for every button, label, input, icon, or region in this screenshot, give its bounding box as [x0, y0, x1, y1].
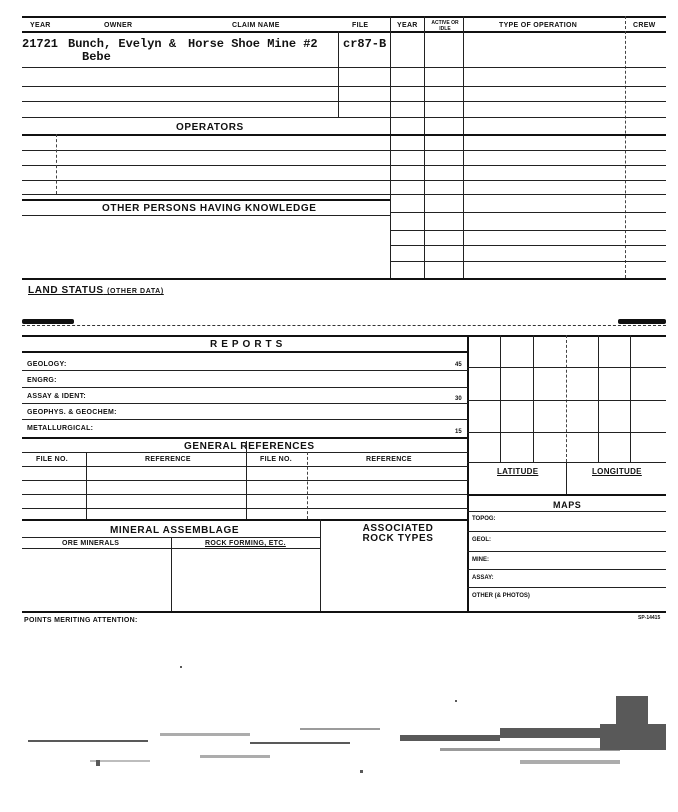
- ref-reference-1: REFERENCE: [145, 456, 191, 463]
- associated-rock-types-title: ASSOCIATED ROCK TYPES: [362, 523, 434, 544]
- header-crew: CREW: [633, 22, 656, 29]
- general-references-title: GENERAL REFERENCES: [184, 441, 315, 452]
- reports-title: REPORTS: [210, 339, 287, 350]
- land-status-sub: (OTHER DATA): [107, 288, 164, 295]
- other-persons-title: OTHER PERSONS HAVING KNOWLEDGE: [102, 203, 317, 214]
- maps-mine: MINE:: [472, 557, 489, 563]
- mineral-assemblage-title: MINERAL ASSEMBLAGE: [110, 525, 240, 536]
- file-number: cr87-B: [343, 37, 387, 51]
- report-engrg: ENGRG:: [27, 377, 57, 384]
- maps-geol: GEOL:: [472, 537, 491, 543]
- maps-title: MAPS: [553, 500, 582, 510]
- owner-name: Bunch, Evelyn &: [68, 37, 177, 51]
- owner-name-line2: Bebe: [82, 50, 111, 64]
- header-type-of-operation: TYPE OF OPERATION: [499, 22, 578, 29]
- claim-id: 21721: [22, 37, 59, 51]
- operators-title: OPERATORS: [176, 122, 244, 133]
- header-claim-name: CLAIM NAME: [232, 22, 280, 29]
- ore-minerals-header: ORE MINERALS: [62, 540, 120, 547]
- header-file: FILE: [352, 22, 369, 29]
- header-owner: OWNER: [104, 22, 133, 29]
- report-metallurgical-num: 15: [455, 429, 462, 435]
- header-year: YEAR: [30, 22, 51, 29]
- report-geology: GEOLOGY:: [27, 361, 67, 368]
- maps-assay: ASSAY:: [472, 575, 494, 581]
- latitude-label: LATITUDE: [497, 467, 539, 476]
- report-assay-num: 30: [455, 396, 462, 402]
- rock-forming-header: ROCK FORMING, ETC.: [205, 540, 286, 547]
- report-geophys: GEOPHYS. & GEOCHEM:: [27, 409, 117, 416]
- maps-topog: TOPOG:: [472, 516, 496, 522]
- points-meriting-attention: POINTS MERITING ATTENTION:: [24, 617, 138, 624]
- report-assay: ASSAY & IDENT:: [27, 393, 87, 400]
- header-year-2: YEAR: [397, 22, 418, 29]
- ref-file-no-1: FILE NO.: [36, 456, 68, 463]
- header-active-or-idle: ACTIVE OR IDLE: [431, 20, 459, 32]
- ref-reference-2: REFERENCE: [366, 456, 412, 463]
- ref-file-no-2: FILE NO.: [260, 456, 292, 463]
- report-metallurgical: METALLURGICAL:: [27, 425, 94, 432]
- land-status-label: LAND STATUS: [28, 285, 104, 296]
- claim-name: Horse Shoe Mine #2: [188, 37, 318, 51]
- form-number: SP-14415: [638, 615, 661, 621]
- report-geology-num: 45: [455, 362, 462, 368]
- maps-other: OTHER (& PHOTOS): [472, 593, 530, 599]
- longitude-label: LONGITUDE: [592, 467, 642, 476]
